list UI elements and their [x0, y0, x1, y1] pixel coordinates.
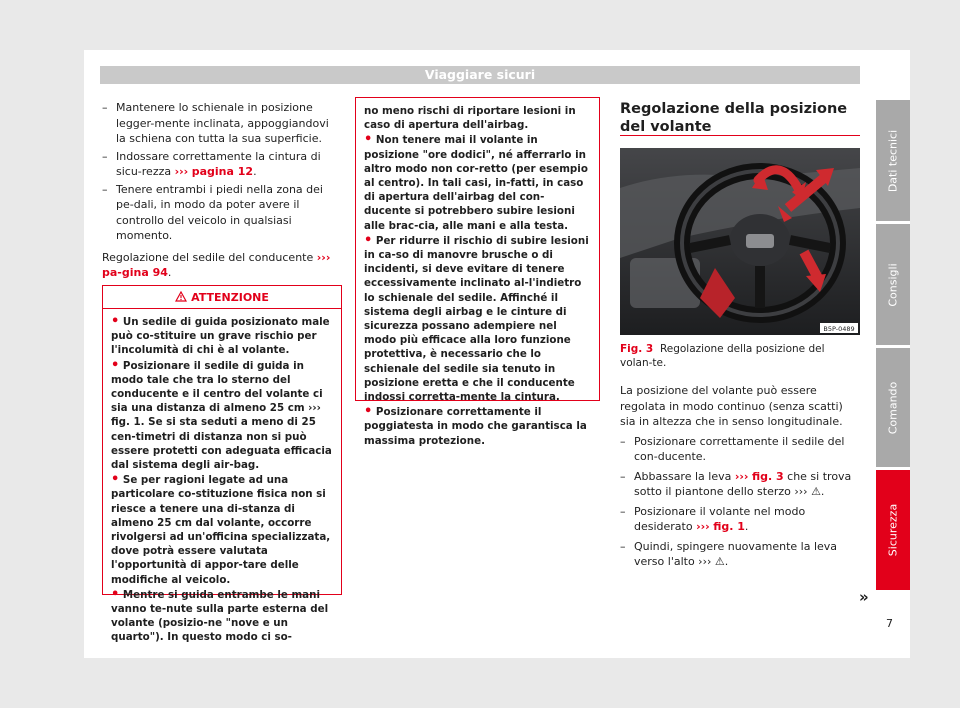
- page-link[interactable]: pa-gina 94: [102, 266, 168, 279]
- reference-arrows: ›››: [316, 250, 331, 264]
- right-column: [620, 100, 860, 136]
- figure-caption: Fig. 3 Regolazione della posizione del volan-te.: [620, 343, 825, 369]
- figure-link[interactable]: fig. 1: [713, 520, 745, 533]
- figure-code: B5P-0489: [823, 325, 855, 333]
- list-item: – Tenere entrambi i piedi nella zona dei pe-dali, in modo da poter avere il controllo del veicolo in qualsiasi momento.: [102, 182, 323, 242]
- reference-arrows: ›››: [174, 165, 189, 178]
- warning-triangle-icon: [175, 291, 187, 302]
- reference-arrows: ›››: [696, 520, 710, 533]
- warning-item: • Se per ragioni legate ad una particolare co-stituzione fisica non si riesce a tenere una di-stanza di almeno 25 cm dal volante, occorre rivolgersi ad un'officina specializzata, dove potrà essere valutata l'opportunità di appor-tare delle modifiche al veicolo.: [111, 472, 331, 586]
- warning-box-continued: [355, 97, 600, 447]
- warning-item: • Non tenere mai il volante in posizione "ore dodici", né afferrarlo in altro modo non cor-retto (per esempio al centro). In tali casi, in-fatti, in caso di apertura dell'airbag del con-ducente si potrebbero subire lesioni alle brac-cia, alle mani e alla testa.: [364, 132, 588, 232]
- warning-item: • Mentre si guida entrambe le mani vanno te-nute sulla parte esterna del volante (posizio-ne "nove e un quarto"). In questo modo ci so-: [111, 586, 329, 644]
- list-item: – Indossare correttamente la cintura di sicu-rezza ››› pagina 12.: [102, 149, 321, 178]
- warning-body: [103, 309, 341, 650]
- warning-item: • Posizionare il sedile di guida in modo tale che tra lo sterno del conducente e il centro del volante ci sia una distanza di almeno 25 cm ››› fig. 1. Se si sta seduti a meno di 25 cen-timetri di distanza non si può essere protetti con adeguata efficacia dal sistema degli air-bag.: [111, 357, 332, 472]
- list-item: – Posizionare il volante nel modo desiderato ››› fig. 1.: [620, 504, 806, 533]
- page-link[interactable]: pagina 12: [191, 165, 254, 178]
- tab-consigli[interactable]: Consigli: [876, 224, 910, 345]
- warning-item: • Posizionare correttamente il poggiatesta in modo che garantisca la massima protezione.: [364, 404, 587, 447]
- list-item: – Posizionare correttamente il sedile del con-ducente.: [620, 434, 845, 463]
- page-header: Viaggiare sicuri: [100, 66, 860, 84]
- section-title: Regolazione della posizione del volante: [620, 101, 848, 135]
- figure-link[interactable]: fig. 3: [751, 469, 784, 483]
- title-divider: [620, 135, 860, 136]
- tab-dati-tecnici[interactable]: Dati tecnici: [876, 100, 910, 221]
- continue-arrows: »: [859, 588, 869, 606]
- page-number: 7: [886, 617, 893, 630]
- warning-item: • Per ridurre il rischio di subire lesioni in ca-so di manovre brusche o di incidenti, si deve evitare di tenere eccessivamente inclinato al-l'indietro lo schienale del sedile. Affinché il sistema degli airbag e le cinture di sicurezza possano adempiere nel modo più efficace alla loro funzione protettiva, è necessario che lo schienale del sedile sia tenuto in posizione eretta e che il conducente indossi corretta-mente la cintura.: [364, 232, 589, 404]
- reference-arrows: ›››: [734, 469, 749, 483]
- warning-body: [356, 98, 599, 455]
- left-column: [102, 100, 342, 281]
- tab-sicurezza[interactable]: Sicurezza: [876, 470, 910, 590]
- steering-wheel-figure: [620, 148, 860, 335]
- figure-label: Fig. 3: [620, 343, 654, 355]
- list-item: – Quindi, spingere nuovamente la leva verso l'alto ››› ⚠.: [620, 539, 838, 568]
- warning-box: [102, 285, 342, 644]
- warning-heading: ATTENZIONE: [103, 286, 341, 309]
- paragraph: La posizione del volante può essere regolata in modo continuo (senza scatti) sia in altezza che in senso longitudinale.: [620, 384, 843, 428]
- section-body: [620, 383, 860, 572]
- paragraph: Regolazione del sedile del conducente ››› pa-gina 94.: [102, 250, 331, 279]
- steering-wheel-illustration: [620, 148, 860, 335]
- warning-item: • Un sedile di guida posizionato male può co-stituire un grave rischio per l'incolumità di chi è al volante.: [111, 314, 330, 357]
- list-item: – Abbassare la leva ››› fig. 3 che si trova sotto il piantone dello sterzo ››› ⚠.: [620, 469, 852, 498]
- tab-comando[interactable]: Comando: [876, 348, 910, 467]
- list-item: – Mantenere lo schienale in posizione legger-mente inclinata, appoggiandovi la schiena con tutta la sua superficie.: [102, 101, 329, 145]
- warning-item: no meno rischi di riportare lesioni in caso di apertura dell'airbag.: [364, 105, 576, 132]
